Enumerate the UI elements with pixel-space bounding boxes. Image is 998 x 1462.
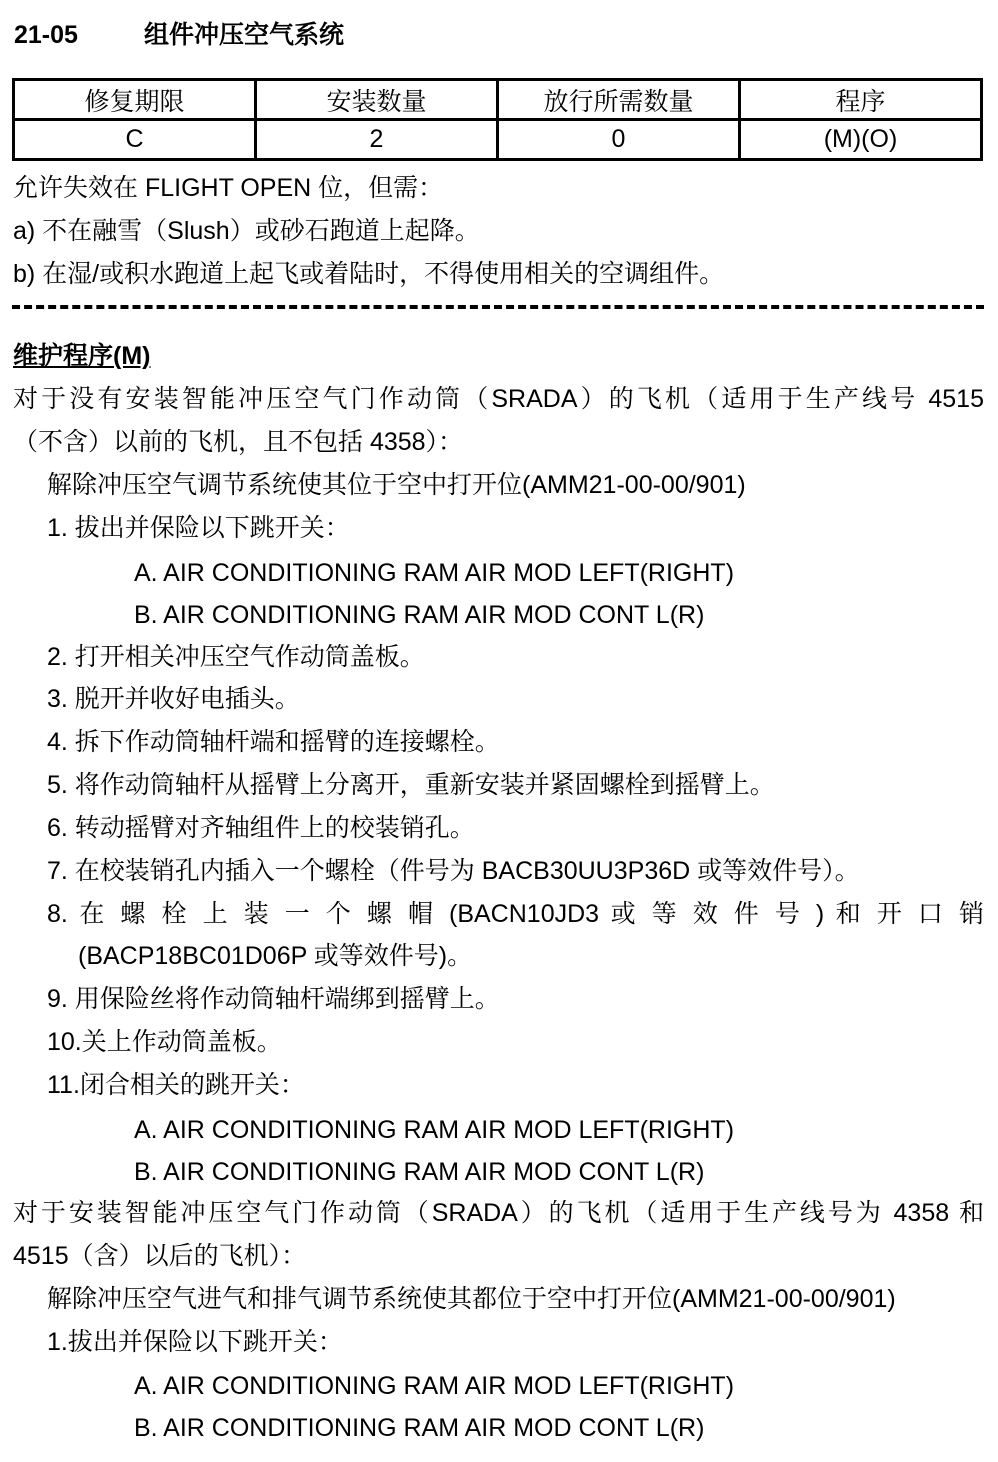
maintenance-procedure-title: 维护程序(M)	[13, 342, 151, 370]
dashed-divider	[12, 305, 984, 309]
paragraph-1-line-1: 对于没有安装智能冲压空气门作动筒（SRADA）的飞机（适用于生产线号 4515	[13, 385, 984, 413]
step-7: 7. 在校装销孔内插入一个螺栓（件号为 BACB30UU3P36D 或等效件号）。	[47, 857, 860, 885]
header-installed-qty: 安装数量	[256, 80, 498, 120]
paragraph-2-line-2: 4515（含）以后的飞机）：	[13, 1242, 307, 1270]
step-4: 4. 拆下作动筒轴杆端和摇臂的连接螺栓。	[47, 728, 500, 756]
step-8-line-2: (BACP18BC01D06P 或等效件号)。	[78, 942, 473, 970]
header-dispatch-qty: 放行所需数量	[498, 80, 740, 120]
section-number: 21-05	[14, 21, 78, 49]
paragraph-1-subtitle: 解除冲压空气调节系统使其位于空中打开位(AMM21-00-00/901)	[47, 471, 746, 499]
step-2-1-b: B. AIR CONDITIONING RAM AIR MOD CONT L(R)	[134, 1414, 705, 1442]
cell-installed-qty: 2	[256, 120, 498, 160]
step-11: 11.闭合相关的跳开关：	[47, 1071, 305, 1099]
paragraph-2-subtitle: 解除冲压空气进气和排气调节系统使其都位于空中打开位(AMM21-00-00/901)	[47, 1285, 896, 1313]
step-2-1-a: A. AIR CONDITIONING RAM AIR MOD LEFT(RIGHT)	[134, 1372, 735, 1400]
cell-procedure: (M)(O)	[740, 120, 982, 160]
header-repair-interval: 修复期限	[14, 80, 256, 120]
step-10: 10.关上作动筒盖板。	[47, 1028, 282, 1056]
step-2-1: 1.拔出并保险以下跳开关：	[47, 1328, 343, 1356]
step-1-b: B. AIR CONDITIONING RAM AIR MOD CONT L(R)	[134, 601, 705, 629]
paragraph-1-line-2: （不含）以前的飞机，且不包括 4358）：	[13, 428, 464, 456]
mel-table-header-row	[14, 80, 982, 120]
header-procedure: 程序	[740, 80, 982, 120]
step-9: 9. 用保险丝将作动筒轴杆端绑到摇臂上。	[47, 985, 500, 1013]
condition-a: a) 不在融雪（Slush）或砂石跑道上起降。	[13, 217, 480, 245]
step-1-a: A. AIR CONDITIONING RAM AIR MOD LEFT(RIGHT)	[134, 559, 735, 587]
cell-repair-interval: C	[14, 120, 256, 160]
step-11-b: B. AIR CONDITIONING RAM AIR MOD CONT L(R)	[134, 1158, 705, 1186]
step-2: 2. 打开相关冲压空气作动筒盖板。	[47, 643, 425, 671]
paragraph-2-line-1: 对于安装智能冲压空气门作动筒（SRADA）的飞机（适用于生产线号为 4358 和	[13, 1199, 984, 1227]
condition-b: b) 在湿/或积水跑道上起飞或着陆时，不得使用相关的空调组件。	[13, 260, 725, 288]
step-6: 6. 转动摇臂对齐轴组件上的校装销孔。	[47, 814, 475, 842]
mel-table	[12, 78, 983, 161]
step-3: 3. 脱开并收好电插头。	[47, 685, 300, 713]
mel-table-row	[14, 120, 982, 160]
section-title: 组件冲压空气系统	[144, 21, 345, 49]
cell-dispatch-qty: 0	[498, 120, 740, 160]
condition-intro: 允许失效在 FLIGHT OPEN 位，但需：	[13, 174, 444, 202]
step-8-line-1: 8. 在 螺 栓 上 装 一 个 螺 帽 (BACN10JD3 或 等 效 件 号 ) 和 开 口 销	[47, 900, 984, 928]
step-5: 5. 将作动筒轴杆从摇臂上分离开，重新安装并紧固螺栓到摇臂上。	[47, 771, 775, 799]
step-11-a: A. AIR CONDITIONING RAM AIR MOD LEFT(RIGHT)	[134, 1116, 735, 1144]
step-1: 1. 拔出并保险以下跳开关：	[47, 514, 350, 542]
